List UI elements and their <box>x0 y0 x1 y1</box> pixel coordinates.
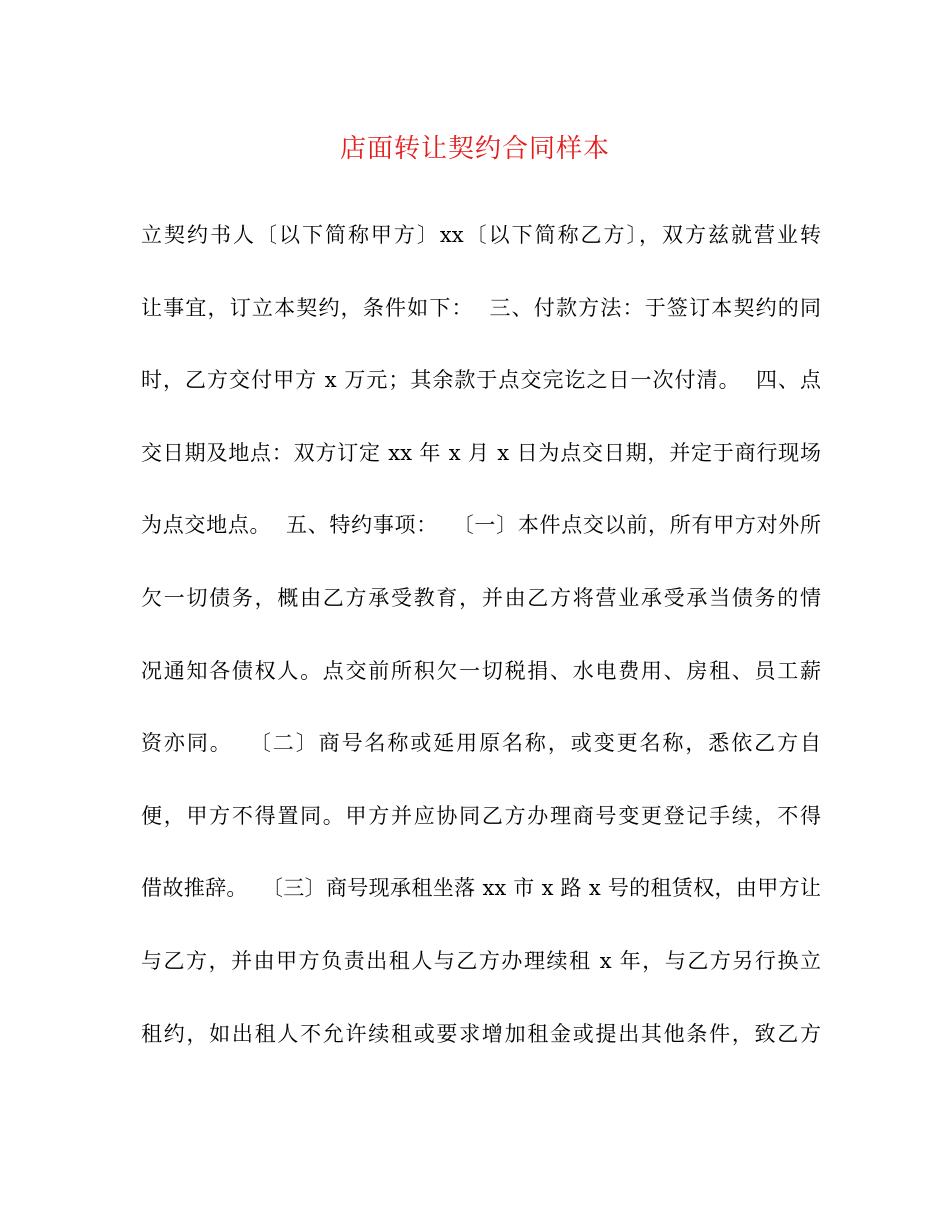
body-line-12: 租约，如出租人不允许续租或要求增加租金或提出其他条件，致乙方 <box>141 1021 821 1046</box>
body-line-2: 让事宜，订立本契约，条件如下： 三、付款方法：于签订本契约的同 <box>141 295 821 320</box>
body-line-6: 欠一切债务，概由乙方承受教育，并由乙方将营业承受承当债务的情 <box>141 585 821 610</box>
contract-body <box>141 215 821 1086</box>
body-line-1: 立契约书人〔以下简称甲方〕xx〔以下简称乙方〕，双方兹就营业转 <box>141 223 821 247</box>
body-line-8: 资亦同。 〔二〕商号名称或延用原名称，或变更名称，悉依乙方自 <box>141 731 821 756</box>
body-line-3: 时，乙方交付甲方 x 万元；其余款于点交完讫之日一次付清。 四、点 <box>141 368 821 393</box>
body-line-9: 便，甲方不得置同。甲方并应协同乙方办理商号变更登记手续，不得 <box>141 803 821 828</box>
body-line-4: 交日期及地点：双方订定 xx 年 x 月 x 日为点交日期，并定于商行现场 <box>141 440 821 465</box>
body-line-7: 况通知各债权人。点交前所积欠一切税捐、水电费用、房租、员工薪 <box>141 658 821 683</box>
body-line-5: 为点交地点。 五、特约事项： 〔一〕本件点交以前，所有甲方对外所 <box>141 513 821 538</box>
document-title: 店面转让契约合同样本 <box>339 134 610 164</box>
body-line-11: 与乙方，并由甲方负责出租人与乙方办理续租 x 年，与乙方另行换立 <box>141 948 821 973</box>
body-line-10: 借故推辞。 〔三〕商号现承租坐落 xx 市 x 路 x 号的租赁权，由甲方让 <box>141 876 821 901</box>
